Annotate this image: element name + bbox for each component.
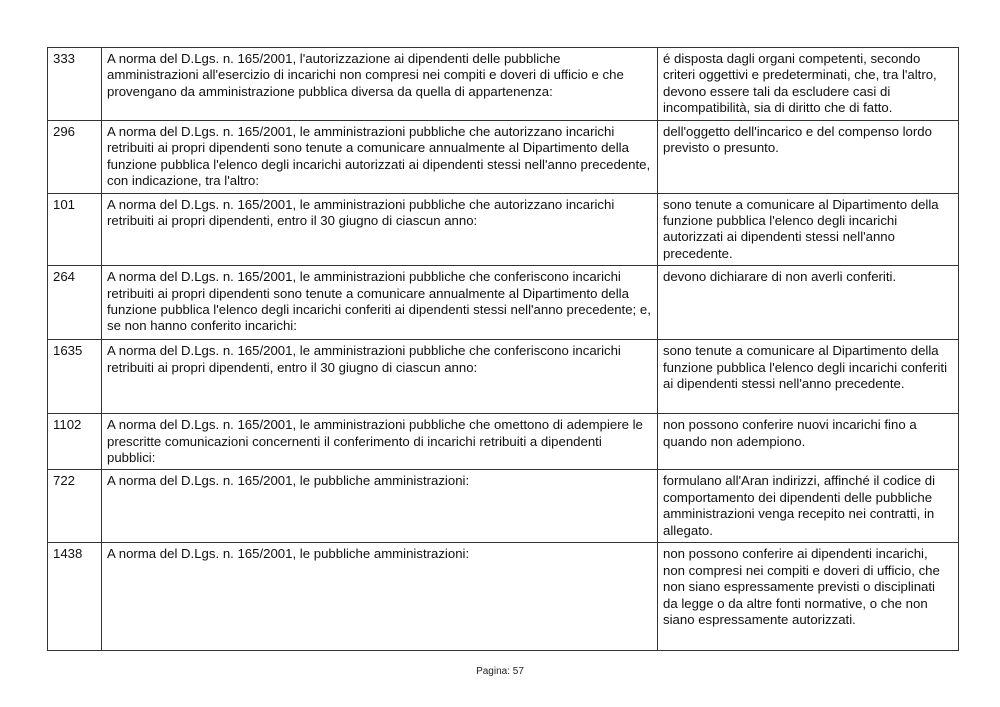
answer-text: formulano all'Aran indirizzi, affinché il codice di comportamento dei dipendenti delle pubbliche amministrazioni venga recepito nei contratti, in allegato.	[658, 470, 959, 543]
questions-table	[47, 47, 959, 651]
table-row	[48, 121, 959, 194]
answer-text: sono tenute a comunicare al Dipartimento della funzione pubblica l'elenco degli incarichi autorizzati ai dipendenti stessi nell'anno precedente.	[658, 193, 959, 266]
question-number: 333	[48, 48, 102, 121]
question-text: A norma del D.Lgs. n. 165/2001, l'autorizzazione ai dipendenti delle pubbliche amministrazioni all'esercizio di incarichi non compresi nei compiti e doveri di ufficio e che provengano da amministrazione pubblica diversa da quella di appartenenza:	[102, 48, 658, 121]
question-text: A norma del D.Lgs. n. 165/2001, le amministrazioni pubbliche che autorizzano incarichi retribuiti ai propri dipendenti, entro il 30 giugno di ciascun anno:	[102, 193, 658, 266]
question-text: A norma del D.Lgs. n. 165/2001, le amministrazioni pubbliche che conferiscono incarichi retribuiti ai propri dipendenti sono tenute a comunicare annualmente al Dipartimento della funzione pubblica l'elenco degli incarichi conferiti ai dipendenti stessi nell'anno precedente; e, se non hanno conferito incarichi:	[102, 266, 658, 340]
table-row	[48, 470, 959, 543]
question-number: 264	[48, 266, 102, 340]
table-row	[48, 414, 959, 470]
table-row	[48, 48, 959, 121]
question-text: A norma del D.Lgs. n. 165/2001, le amministrazioni pubbliche che autorizzano incarichi retribuiti ai propri dipendenti sono tenute a comunicare annualmente al Dipartimento della funzione pubblica l'elenco degli incarichi autorizzati ai dipendenti stessi nell'anno precedente, con indicazione, tra l'altro:	[102, 121, 658, 194]
question-number: 1438	[48, 543, 102, 651]
question-number: 101	[48, 193, 102, 266]
question-text: A norma del D.Lgs. n. 165/2001, le pubbliche amministrazioni:	[102, 470, 658, 543]
question-number: 1102	[48, 414, 102, 470]
table-row	[48, 266, 959, 340]
answer-text: dell'oggetto dell'incarico e del compenso lordo previsto o presunto.	[658, 121, 959, 194]
page-number: Pagina: 57	[476, 666, 524, 677]
answer-text: é disposta dagli organi competenti, secondo criteri oggettivi e predeterminati, che, tra l'altro, devono essere tali da escludere casi di incompatibilità, sia di diritto che di fatto.	[658, 48, 959, 121]
table-row	[48, 193, 959, 266]
question-number: 1635	[48, 340, 102, 414]
question-text: A norma del D.Lgs. n. 165/2001, le amministrazioni pubbliche che omettono di adempiere le prescritte comunicazioni concernenti il conferimento di incarichi retribuiti a dipendenti pubblici:	[102, 414, 658, 470]
question-number: 296	[48, 121, 102, 194]
answer-text: devono dichiarare di non averli conferiti.	[658, 266, 959, 340]
question-text: A norma del D.Lgs. n. 165/2001, le pubbliche amministrazioni:	[102, 543, 658, 651]
question-number: 722	[48, 470, 102, 543]
question-text: A norma del D.Lgs. n. 165/2001, le amministrazioni pubbliche che conferiscono incarichi retribuiti ai propri dipendenti, entro il 30 giugno di ciascun anno:	[102, 340, 658, 414]
answer-text: non possono conferire nuovi incarichi fino a quando non adempiono.	[658, 414, 959, 470]
table-row	[48, 543, 959, 651]
answer-text: sono tenute a comunicare al Dipartimento della funzione pubblica l'elenco degli incarichi conferiti ai dipendenti stessi nell'anno precedente.	[658, 340, 959, 414]
answer-text: non possono conferire ai dipendenti incarichi, non compresi nei compiti e doveri di ufficio, che non siano espressamente previsti o disciplinati da legge o da altre fonti normative, o che non siano espressamente autorizzati.	[658, 543, 959, 651]
table-row	[48, 340, 959, 414]
